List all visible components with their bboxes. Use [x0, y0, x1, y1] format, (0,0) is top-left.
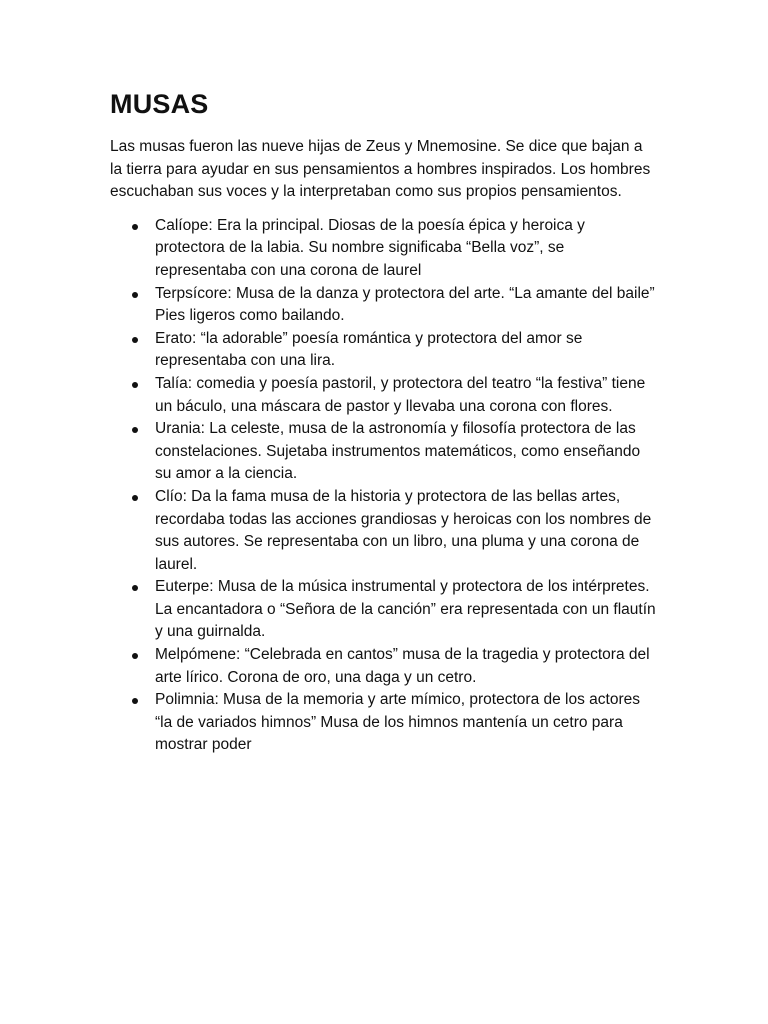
muse-list	[110, 215, 658, 757]
bullet-icon	[132, 495, 138, 501]
bullet-icon	[132, 337, 138, 343]
muse-item-melpomene	[110, 644, 658, 689]
muse-item-urania	[110, 418, 658, 486]
document-page	[110, 84, 658, 757]
muse-text: Euterpe: Musa de la música instrumental y protectora de los intérpretes. La encantadora o “Señora de la canción” era representada con un flautín y una guirnalda.	[155, 578, 656, 641]
bullet-icon	[132, 585, 138, 591]
muse-item-talia	[110, 373, 658, 418]
muse-text: Clío: Da la fama musa de la historia y protectora de las bellas artes, recordaba todas las acciones grandiosas y heroicas con los nombres de sus autores. Se representaba con un libro, una pluma y una corona de laurel.	[155, 487, 652, 573]
muse-text: Melpómene: “Celebrada en cantos” musa de la tragedia y protectora del arte lírico. Corona de oro, una daga y un cetro.	[155, 646, 650, 686]
muse-item-euterpe	[110, 576, 658, 644]
muse-text: Talía: comedia y poesía pastoril, y protectora del teatro “la festiva” tiene un báculo, una máscara de pastor y llevaba una corona con flores.	[155, 374, 646, 415]
document-title: MUSAS	[110, 89, 209, 119]
muse-text: Erato: “la adorable” poesía romántica y protectora del amor se representaba con una lira.	[155, 329, 583, 370]
muse-item-terpsicore	[110, 283, 658, 328]
bullet-icon	[132, 653, 138, 659]
muse-item-polimnia	[110, 689, 658, 757]
muse-item-clio	[110, 486, 658, 576]
muse-item-caliope	[110, 215, 658, 283]
muse-text: Calíope: Era la principal. Diosas de la poesía épica y heroica y protectora de la labia. Su nombre significaba “Bella voz”, se representaba con una corona de laurel	[155, 216, 585, 279]
bullet-icon	[132, 698, 138, 704]
muse-text: Terpsícore: Musa de la danza y protectora del arte. “La amante del baile” Pies ligeros como bailando.	[155, 284, 655, 325]
bullet-icon	[132, 292, 138, 298]
muse-text: Urania: La celeste, musa de la astronomía y filosofía protectora de las constelaciones. Sujetaba instrumentos matemáticos, como enseñando su amor a la ciencia.	[155, 420, 641, 483]
bullet-icon	[132, 224, 138, 230]
intro-paragraph: Las musas fueron las nueve hijas de Zeus y Mnemosine. Se dice que bajan a la tierra para ayudar en sus pensamientos a hombres inspirados. Los hombres escuchaban sus voces y la interpretaban como sus propios pensamientos.	[110, 138, 651, 201]
muse-item-erato	[110, 328, 658, 373]
bullet-icon	[132, 427, 138, 433]
bullet-icon	[132, 382, 138, 388]
muse-text: Polimnia: Musa de la memoria y arte mímico, protectora de los actores “la de variados himnos” Musa de los himnos mantenía un cetro para mostrar poder	[155, 691, 640, 754]
